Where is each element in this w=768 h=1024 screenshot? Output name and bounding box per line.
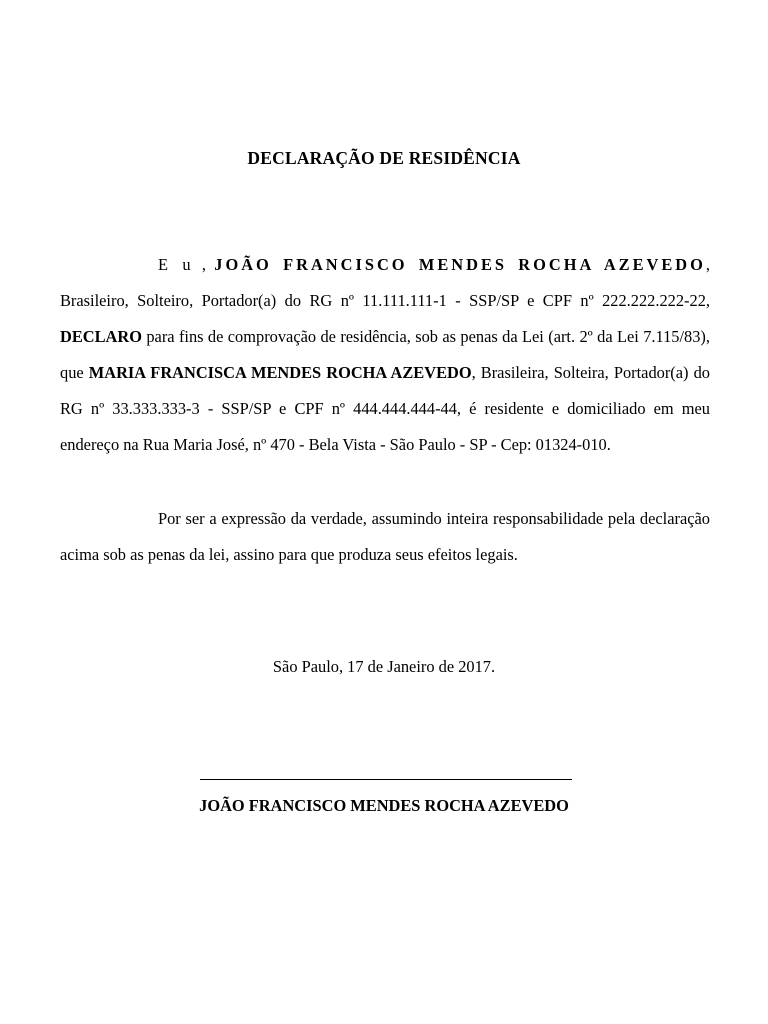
signature-line — [200, 779, 572, 780]
date-line: São Paulo, 17 de Janeiro de 2017. — [272, 657, 496, 676]
comma-separator: , — [193, 255, 215, 274]
declaro-keyword: DECLARO — [60, 327, 142, 346]
declaration-paragraph — [60, 247, 710, 463]
resident-name: MARIA FRANCISCA MENDES ROCHA AZEVEDO — [88, 363, 472, 382]
signature-name: JOÃO FRANCISCO MENDES ROCHA AZEVEDO — [199, 796, 569, 815]
closing-text: Por ser a expressão da verdade, assumindo inteira responsabilidade pela declaração acima sob as penas da lei, assino para que produza seus efeitos legais. — [60, 509, 710, 564]
declaration-purpose: para fins de comprovação de residência, sob as penas da Lei (art. 2º da Lei 7.115/83), que — [60, 327, 710, 382]
declarant-details: , Brasileiro, Solteiro, Portador(a) do RG nº 11.111.111-1 - SSP/SP e CPF nº 222.222.222-22, — [60, 255, 710, 310]
declarant-name: JOÃO FRANCISCO MENDES ROCHA AZEVEDO — [214, 255, 706, 274]
document-title: DECLARAÇÃO DE RESIDÊNCIA — [247, 148, 521, 168]
closing-paragraph — [60, 501, 710, 573]
pronoun-text: E u — [158, 255, 194, 274]
resident-details: , Brasileira, Solteira, Portador(a) do RG nº 33.333.333-3 - SSP/SP e CPF nº 444.444.444-44, é residente e domiciliado em meu endereço na Rua Maria José, nº 470 - Bela Vista - São Paulo - SP - Cep: 01324-010. — [60, 363, 710, 454]
